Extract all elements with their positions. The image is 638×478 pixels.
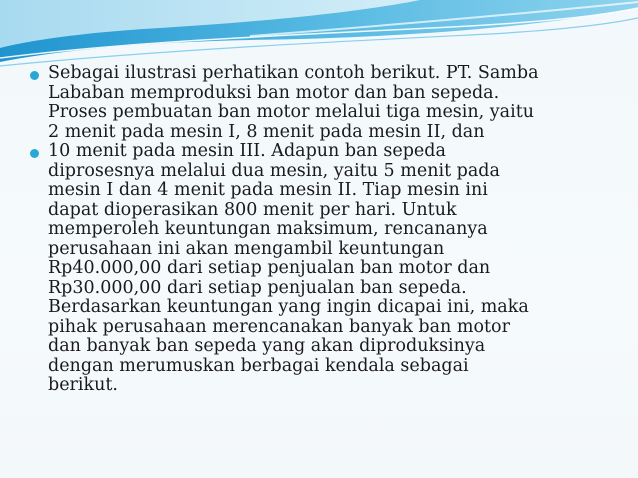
bullet-line: berikut. [48,375,118,395]
bullet-line: 2 menit pada mesin I, 8 menit pada mesin II, dan [48,121,485,142]
bullet-paragraph-2 [30,142,610,396]
bullet-line: pihak perusahaan merencanakan banyak ban motor [48,316,510,337]
bullet-line: memperoleh keuntungan maksimum, rencananya [48,219,488,239]
bullet-line: Proses pembuatan ban motor melalui tiga mesin, yaitu [48,102,534,122]
bullet-line: diprosesnya melalui dua mesin, yaitu 5 menit pada [48,160,500,181]
bullet-line: perusahaan ini akan mengambil keuntungan [48,238,445,259]
bullet-line: dengan merumuskan berbagai kendala sebagai [48,355,469,376]
bullet-line: Sebagai ilustrasi perhatikan contoh berikut. PT. Samba [48,63,539,83]
bullet-paragraph-1 [30,64,610,142]
slide-content [30,64,610,396]
bullet-line: Rp40.000,00 dari setiap penjualan ban motor dan [48,258,491,278]
bullet-line: dan banyak ban sepeda yang akan diproduksinya [48,336,486,356]
bullet-dot-icon [30,71,39,80]
header-wave-decoration [0,0,638,70]
bullet-line: mesin I dan 4 menit pada mesin II. Tiap mesin ini [48,180,488,200]
bullet-line: dapat dioperasikan 800 menit per hari. Untuk [48,199,457,220]
bullet-line: Lababan memproduksi ban motor dan ban sepeda. [48,82,500,103]
bullet-line: Berdasarkan keuntungan yang ingin dicapai ini, maka [48,297,529,317]
bullet-line: 10 menit pada mesin III. Adapun ban sepeda [48,141,446,161]
bullet-line: Rp30.000,00 dari setiap penjualan ban sepeda. [48,277,467,298]
bullet-dot-icon [30,149,39,158]
